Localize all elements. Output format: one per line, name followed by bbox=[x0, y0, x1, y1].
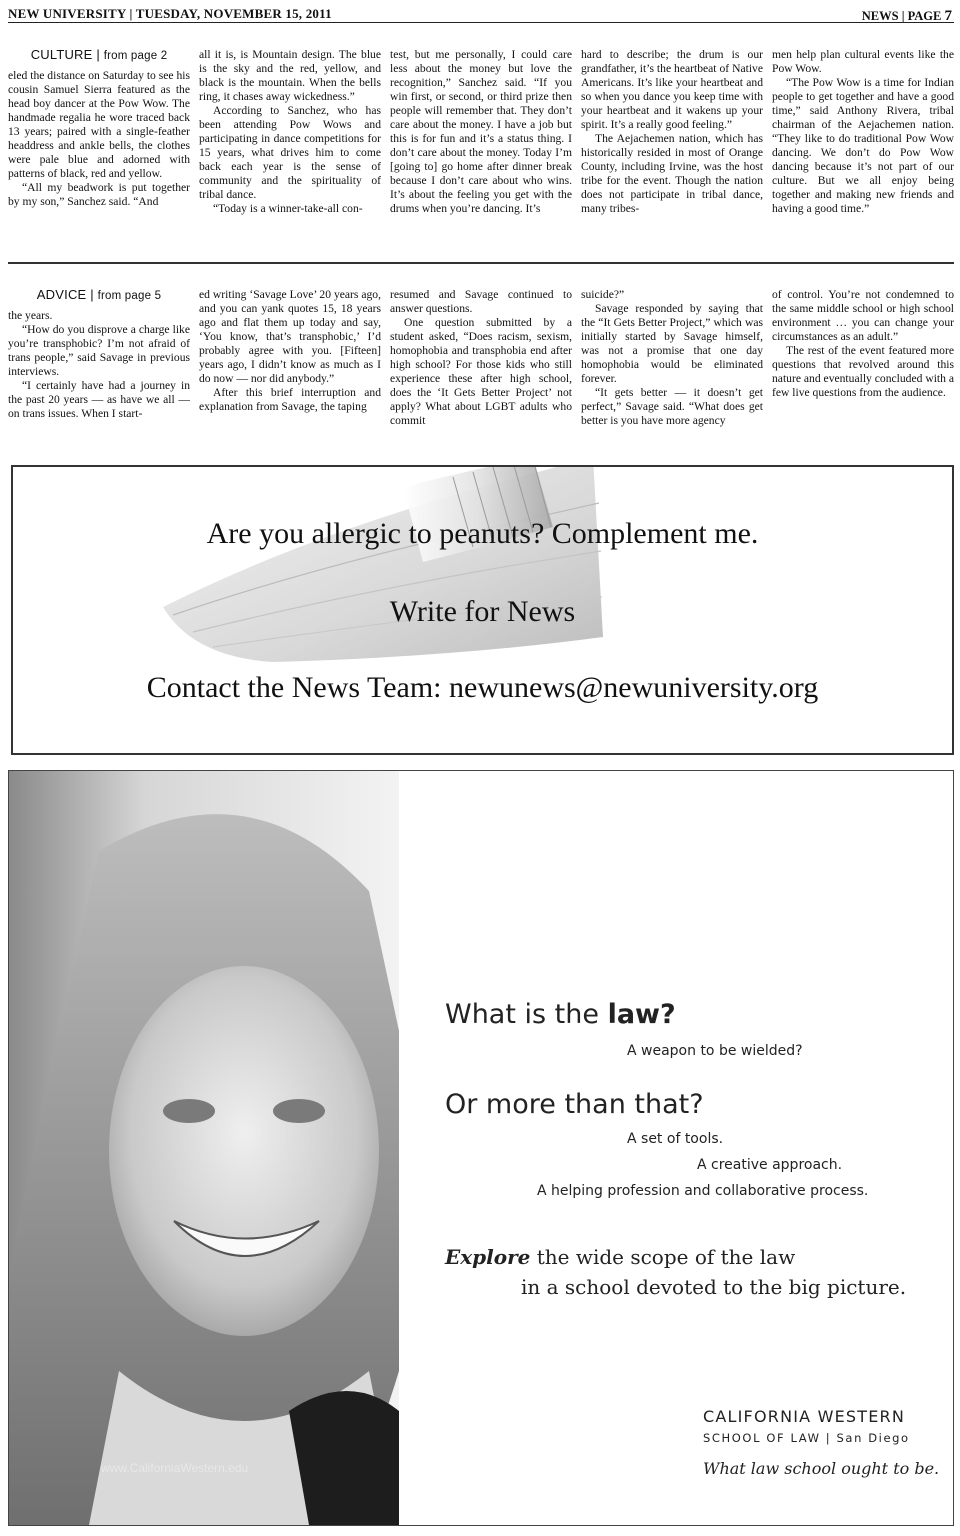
ad-headline: Are you allergic to peanuts? Complement me. bbox=[206, 517, 759, 550]
advice-col-1 bbox=[8, 288, 190, 421]
page-header bbox=[0, 0, 960, 24]
paragraph: resumed and Savage continued to answer questions. bbox=[390, 288, 572, 315]
paragraph: the years. bbox=[8, 309, 53, 322]
ad-question-1: What is the law? bbox=[445, 999, 676, 1030]
write-for-news-ad bbox=[11, 465, 954, 755]
school-website-url: www.CaliforniaWestern.edu bbox=[101, 1461, 249, 1475]
advice-col-5 bbox=[772, 288, 954, 400]
paragraph: “How do you disprove a charge like you’re transphobic? I’m not afraid of trans people,” said Savage in previous interviews. bbox=[8, 323, 190, 378]
culture-col-5 bbox=[772, 48, 954, 216]
paragraph: suicide?” bbox=[581, 288, 625, 301]
paragraph: According to Sanchez, who has been attending Pow Wows and participating in dance competitions for 15 years, what drives him to come back each year is the sense of community and the spirituality of tribal dance. bbox=[199, 104, 381, 201]
culture-col-4 bbox=[581, 48, 763, 216]
paragraph: “I certainly have had a journey in the past 20 years — as have we all — on trans issues. When I start- bbox=[8, 379, 190, 420]
ad-answer-1: A weapon to be wielded? bbox=[627, 1043, 803, 1059]
culture-continuation bbox=[8, 48, 954, 238]
ad-answer-2: A set of tools. bbox=[627, 1131, 724, 1147]
section-divider bbox=[8, 262, 954, 264]
section-label: NEWS | PAGE bbox=[861, 9, 942, 23]
school-tagline: What law school ought to be. bbox=[703, 1459, 940, 1478]
paragraph: “The Pow Wow is a time for Indian people to get together and have a good time,” said Anthony Rivera, tribal chairman of the Aejachemen nation. “They like to do traditional Pow Wow dancing. We don’t do Pow Wow dancing because it’s not part of our culture. But we all enjoy being together and making new friends and having a good time.” bbox=[772, 76, 954, 215]
culture-col-1 bbox=[8, 48, 190, 209]
paragraph: “All my beadwork is put together by my son,” Sanchez said. “And bbox=[8, 181, 190, 208]
ad-contact-line: Contact the News Team: newunews@newuniversity.org bbox=[146, 671, 819, 704]
paragraph: ed writing ‘Savage Love’ 20 years ago, and you can yank quotes 15, 18 years ago and flat them up today and say, ‘You know, that’s transphobic,’ I’d probably agree with you. [Fifteen] years ago, I didn’t know as much as I do now — nor did anybody.” bbox=[199, 288, 381, 385]
advice-col-2 bbox=[199, 288, 381, 414]
advice-col-3 bbox=[390, 288, 572, 428]
paragraph: One question submitted by a student asked, “Does racism, sexism, homophobia and transphobia end after high school? For those kids who still experience these after high school, does the ‘It Gets Better Project’ not apply? What about LGBT adults who commit bbox=[390, 316, 572, 427]
ad-explore-line-2: in a school devoted to the big picture. bbox=[521, 1275, 907, 1299]
paragraph: “Today is a winner-take-all con- bbox=[213, 202, 363, 215]
folded-newspaper-image bbox=[153, 465, 613, 677]
page-number: 7 bbox=[944, 8, 952, 24]
ad-question-2: Or more than that? bbox=[445, 1089, 704, 1120]
paragraph: The Aejachemen nation, which has historically resided in most of Orange County, including Irvine, was the host tribe for the event. Though the nation does not participate in tribal dance, many tribes- bbox=[581, 132, 763, 215]
advice-kicker-from: from page 5 bbox=[97, 290, 162, 302]
culture-col-2 bbox=[199, 48, 381, 216]
paragraph: The rest of the event featured more questions that revolved around this nature and eventually concluded with a few live questions from the audience. bbox=[772, 344, 954, 399]
ad-answer-4: A helping profession and collaborative process. bbox=[537, 1183, 869, 1199]
header-rule bbox=[8, 22, 954, 23]
masthead-date: NEW UNIVERSITY | TUESDAY, NOVEMBER 15, 2011 bbox=[8, 6, 332, 21]
ad-call-to-action: Write for News bbox=[389, 595, 576, 628]
advice-continuation bbox=[8, 288, 954, 438]
paragraph: “It gets better — it doesn’t get perfect,” Savage said. “What does get better is you have more agency bbox=[581, 386, 763, 427]
law-school-ad bbox=[8, 770, 954, 1526]
woman-portrait-photo bbox=[9, 771, 399, 1525]
paragraph: Savage responded by saying that the “It Gets Better Project,” which was initially started by Savage himself, was not a promise that one day homophobia would be eliminated forever. bbox=[581, 302, 763, 385]
paragraph: eled the distance on Saturday to see his cousin Samuel Sierra featured as the head boy dancer at the Pow Wow. The handmade regalia he wore traced back 13 years; paired with a single-feather headdress and ankle bells, the clothes were pale blue and adorned with patterns of black, red and yellow. bbox=[8, 69, 190, 180]
paragraph: men help plan cultural events like the Pow Wow. bbox=[772, 48, 954, 75]
culture-kicker: CULTURE | from page 2 bbox=[30, 47, 168, 62]
paragraph: After this brief interruption and explanation from Savage, the taping bbox=[199, 386, 381, 413]
ad-explore-line-1: Explore the wide scope of the law bbox=[445, 1245, 796, 1269]
school-subtitle: SCHOOL OF LAW | San Diego bbox=[703, 1431, 910, 1445]
school-name: CALIFORNIA WESTERN bbox=[703, 1407, 906, 1426]
culture-col-3 bbox=[390, 48, 572, 216]
paragraph: all it is, is Mountain design. The blue is the sky and the red, yellow, and black is the mountain. When the bells ring, it chases away wickedness.” bbox=[199, 48, 381, 103]
paragraph: hard to describe; the drum is our grandfather, it’s the heartbeat of Native Americans. It’s like your heartbeat and so when you dance you keep time with your heartbeat and it wakens up your spirit. It’s a really good feeling.” bbox=[581, 48, 763, 131]
advice-col-4 bbox=[581, 288, 763, 428]
advice-kicker: ADVICE | from page 5 bbox=[36, 287, 162, 302]
paragraph: test, but me personally, I could care less about the money but love the recognition,” Sanchez said. “If you win first, or second, or third prize then people will remember that. They don’t care about the money. I have a job but this is for fun and it’s a status thing. I don’t care about the money. Today I’m [going to] go home after dinner break because I don’t care about who wins. It’s about the feeling you get with the drums when you’re dancing. It’s bbox=[390, 48, 572, 215]
culture-kicker-from: from page 2 bbox=[103, 50, 168, 62]
ad-answer-3: A creative approach. bbox=[697, 1157, 843, 1173]
paragraph: of control. You’re not condemned to the same middle school or high school environment … you can change your circumstances as an adult.” bbox=[772, 288, 954, 343]
